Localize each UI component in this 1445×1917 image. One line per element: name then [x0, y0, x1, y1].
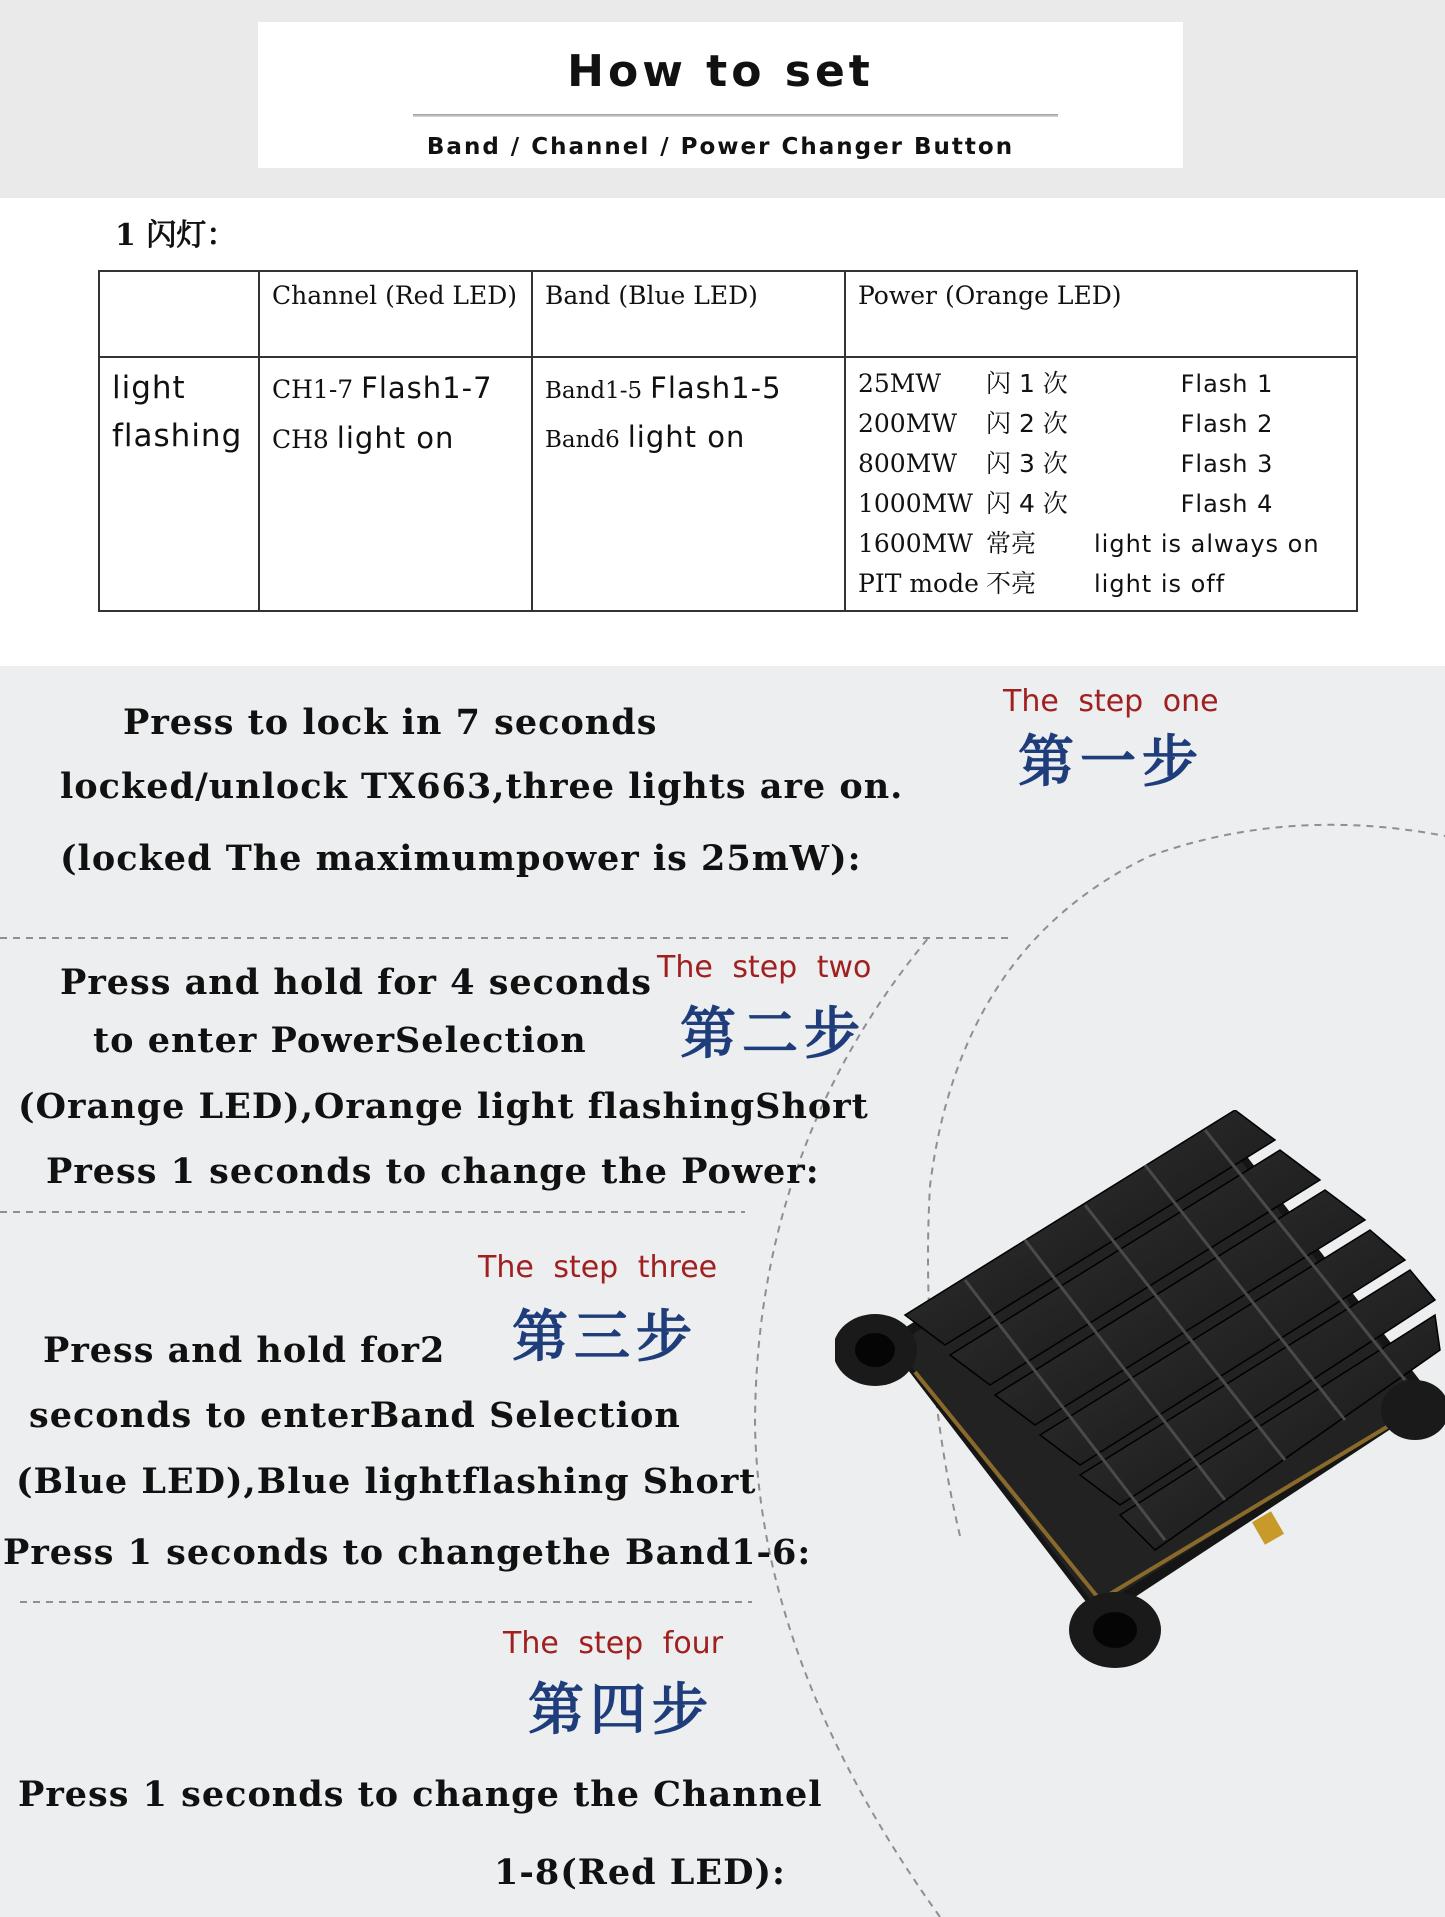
step-two-line: to enter PowerSelection	[93, 1020, 587, 1061]
step-three-cn: 第三步	[512, 1305, 698, 1370]
step-two-cn: 第二步	[680, 1002, 866, 1067]
power-en: light is always on	[1094, 530, 1320, 558]
step-four-line: Press 1 seconds to change the Channel	[18, 1774, 823, 1815]
mount-hole	[855, 1333, 895, 1367]
power-cn: 闪 4 次	[986, 489, 1068, 518]
power-en: light is off	[1094, 570, 1226, 598]
step-three-line: seconds to enterBand Selection	[29, 1395, 681, 1436]
power-level: 200MW	[858, 409, 958, 438]
channel-line	[272, 364, 519, 414]
step-four-cn: 第四步	[528, 1678, 714, 1743]
channel-code: CH8	[272, 425, 329, 454]
power-row	[858, 404, 1344, 444]
band-cell	[532, 357, 845, 611]
band-code: Band1-5	[545, 378, 643, 404]
header-divider	[413, 114, 1058, 117]
power-row	[858, 444, 1344, 484]
power-en: Flash 4	[1180, 490, 1274, 518]
step-three-line: Press and hold for2	[43, 1330, 446, 1371]
channel-code: CH1-7	[272, 375, 354, 404]
step-three-label: The step three	[478, 1250, 718, 1285]
step-one-line: locked/unlock TX663,three lights are on.	[60, 766, 904, 807]
step-one-label: The step one	[1003, 684, 1219, 719]
power-cn: 不亮	[986, 569, 1037, 598]
row-label-line: light	[112, 370, 186, 406]
channel-desc: Flash1-7	[361, 371, 493, 405]
row-label-line: flashing	[112, 418, 243, 454]
channel-line	[272, 414, 519, 464]
power-cn: 闪 2 次	[986, 409, 1068, 438]
step-three-line: Press 1 seconds to changethe Band1-6:	[3, 1532, 812, 1573]
table-corner-cell	[99, 271, 259, 357]
step-one-line: (locked The maximumpower is 25mW):	[60, 838, 862, 879]
header-card	[258, 22, 1183, 168]
power-row	[858, 364, 1344, 404]
band-desc: light on	[627, 420, 746, 454]
power-en: Flash 1	[1180, 370, 1274, 398]
band-code: Band6	[545, 427, 620, 453]
power-row	[858, 484, 1344, 524]
band-line	[545, 415, 832, 462]
section-heading: 1 闪灯：	[115, 218, 237, 253]
page-subtitle: Band / Channel / Power Changer Button	[426, 134, 1015, 160]
header-power: Power (Orange LED)	[845, 271, 1357, 357]
power-level: PIT mode	[858, 569, 979, 598]
step-four-line: 1-8(Red LED):	[494, 1852, 786, 1893]
row-label-cell	[99, 357, 259, 611]
table-row	[99, 357, 1357, 611]
power-cell	[845, 357, 1357, 611]
power-level: 800MW	[858, 449, 958, 478]
power-row	[858, 524, 1344, 564]
power-level: 1000MW	[858, 489, 973, 518]
channel-cell	[259, 357, 532, 611]
header-channel: Channel (Red LED)	[259, 271, 532, 357]
step-one-cn: 第一步	[1018, 730, 1204, 795]
channel-desc: light on	[336, 421, 455, 455]
power-en: Flash 3	[1180, 450, 1274, 478]
power-level: 25MW	[858, 369, 942, 398]
header-band: Band (Blue LED)	[532, 271, 845, 357]
mount-hole	[1093, 1612, 1137, 1648]
step-two-line: (Orange LED),Orange light flashingShort	[18, 1086, 869, 1127]
step-four-label: The step four	[503, 1626, 724, 1661]
table-header-row	[99, 271, 1357, 357]
step-three-line: (Blue LED),Blue lightflashing Short	[16, 1461, 757, 1502]
power-row	[858, 564, 1344, 604]
band-line	[545, 364, 832, 415]
step-two-line: Press and hold for 4 seconds	[60, 962, 652, 1003]
led-table	[98, 270, 1358, 612]
step-one-line: Press to lock in 7 seconds	[123, 702, 658, 743]
power-cn: 闪 1 次	[986, 369, 1068, 398]
step-two-line: Press 1 seconds to change the Power:	[46, 1151, 820, 1192]
power-cn: 闪 3 次	[986, 449, 1068, 478]
step-two-label: The step two	[657, 950, 872, 985]
vtx-heatsink-image	[835, 1110, 1445, 1670]
band-desc: Flash1-5	[650, 371, 782, 405]
power-en: Flash 2	[1180, 410, 1274, 438]
power-level: 1600MW	[858, 529, 973, 558]
power-cn: 常亮	[986, 529, 1037, 558]
page-title: How to set	[567, 46, 874, 97]
